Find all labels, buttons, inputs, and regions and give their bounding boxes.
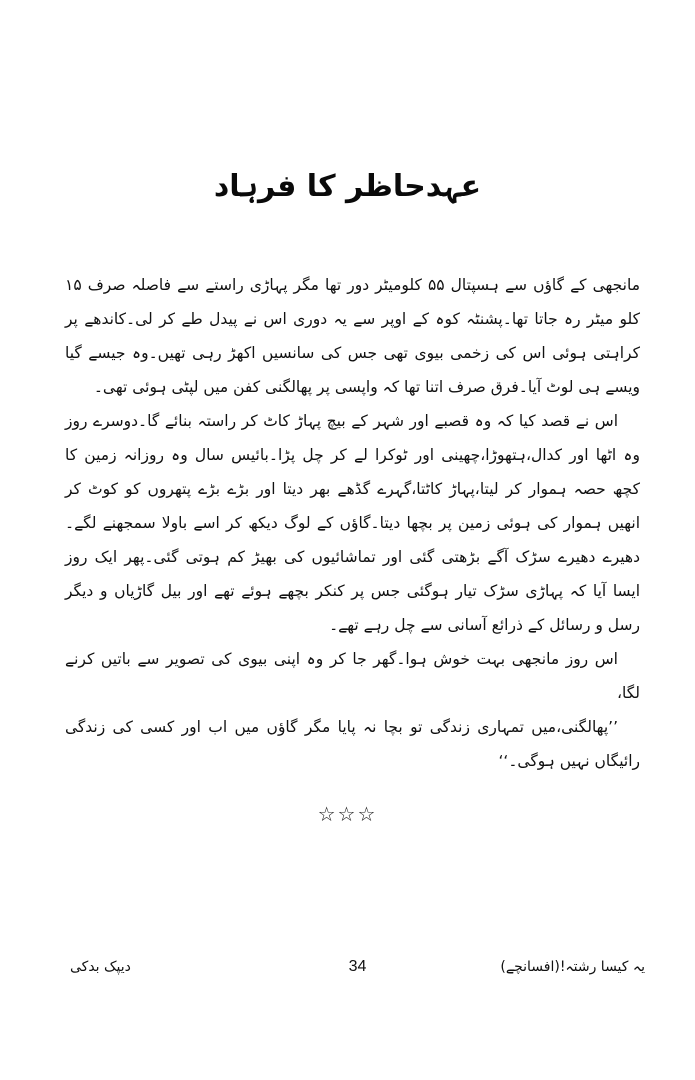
footer-author: دیپک بدکی — [70, 959, 131, 975]
section-divider-stars: ☆☆☆ — [317, 802, 378, 826]
paragraph-1: مانجھی کے گاؤں سے ہسپتال ۵۵ کلومیٹر دور تھا مگر پہاڑی راستے سے فاصلہ صرف ۱۵ کلو میٹر رہ جاتا تھا۔پشنٹہ کوہ کے اوپر سے یہ دوری اس نے پیدل طے کر لی۔کاندھے پر کراہتی ہوئی اس کی زخمی بیوی تھی جس کی سانسیں اکھڑ رہی تھیں۔وہ جیسے گیا ویسے ہی لوٹ آیا۔فرق صرف اتنا تھا کہ واپسی پر پھالگنی کفن میں لپٹی ہوئی تھی۔ — [65, 276, 640, 396]
paragraph-4: ’’پھالگنی،میں تمہاری زندگی تو بچا نہ پایا مگر گاؤں میں اب اور کسی کی زندگی رائیگاں نہیں ہوگی۔‘‘ — [65, 718, 640, 770]
story-title: عہدحاظر کا فرہاد — [213, 169, 482, 204]
paragraph-2: اس نے قصد کیا کہ وہ قصبے اور شہر کے بیچ پہاڑ کاٹ کر راستہ بنائے گا۔دوسرے روز وہ اٹھا اور کدال،ہتھوڑا،چھینی اور ٹوکرا لے کر چل پڑا۔بائیس سال وہ روزانہ زمین کا کچھ حصہ ہموار کر لیتا،پہاڑ کاٹتا،گہرے گڈھے بھر دیتا اور بڑے بڑے پتھروں کو کوٹ کر انھیں ہموار کی ہوئی زمین پر بچھا دیتا۔گاؤں کے لوگ دیکھ کر اسے باولا سمجھنے لگے۔دھیرے دھیرے سڑک آگے بڑھتی گئی اور تماشائیوں کی بھیڑ کم ہوتی گئی۔پھر ایک روز ایسا آیا کہ پہاڑی سڑک تیار ہوگئی جس پر کنکر بچھے ہوئے تھے اور بیل گاڑیاں و دیگر رسل و رسائل کے ذرائع آسانی سے چل رہے تھے۔ — [65, 412, 640, 634]
paragraph-3: اس روز مانجھی بہت خوش ہوا۔گھر جا کر وہ اپنی بیوی کی تصویر سے باتیں کرنے لگا، — [65, 650, 640, 702]
story-body — [65, 268, 640, 778]
page-number: 34 — [348, 958, 367, 975]
page-footer — [70, 952, 645, 982]
footer-book-title: یہ کیسا رشتہ!(افسانچے) — [500, 959, 645, 975]
